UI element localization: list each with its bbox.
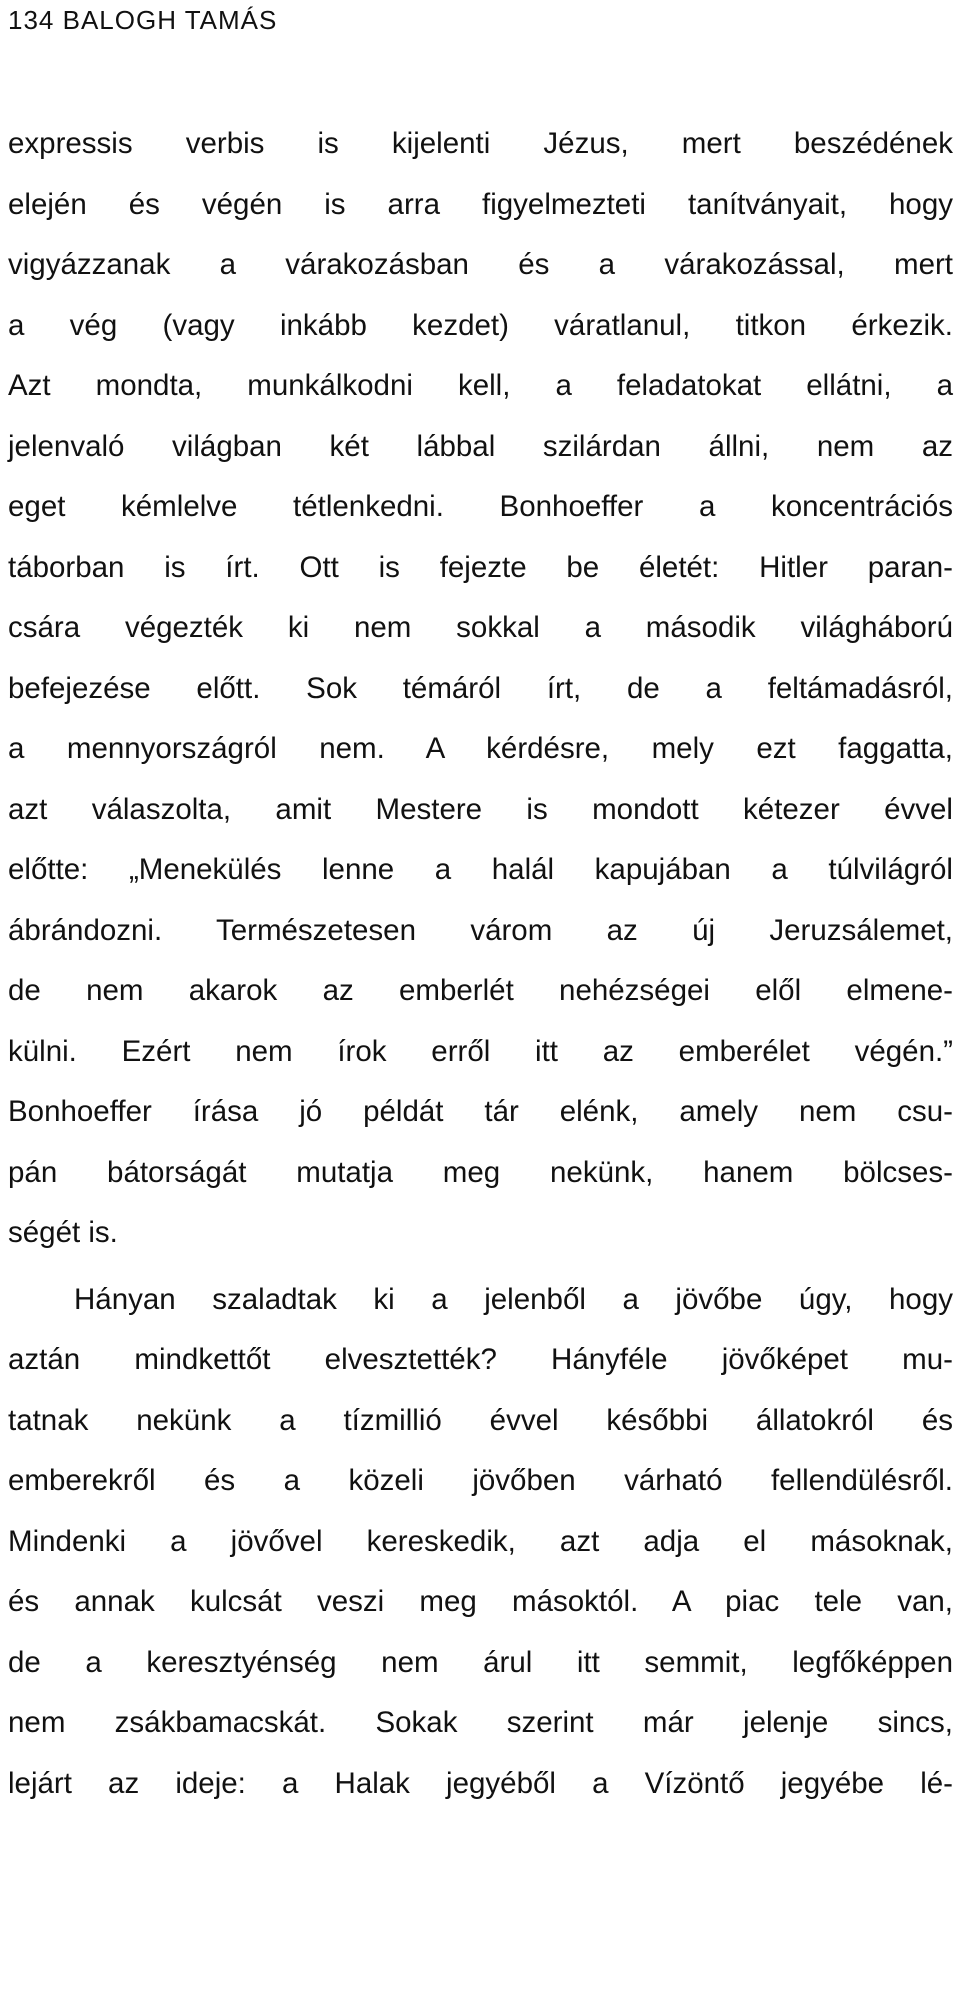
text-line: emberekről és a közeli jövőben várható fellendülésről.: [8, 1464, 953, 1497]
text-line: de nem akarok az emberlét nehézségei elől elmene-: [8, 974, 953, 1007]
text-line: vigyázzanak a várakozásban és a várakozással, mert: [8, 248, 953, 281]
text-line: csára végezték ki nem sokkal a második világháború: [8, 611, 953, 644]
text-line: ábrándozni. Természetesen várom az új Jeruzsálemet,: [8, 913, 953, 947]
text-line: Azt mondta, munkálkodni kell, a feladatokat ellátni, a: [8, 369, 953, 402]
text-line: aztán mindkettőt elvesztették? Hányféle jövőképet mu-: [8, 1343, 953, 1376]
text-line: lejárt az ideje: a Halak jegyéből a Vízöntő jegyébe lé-: [8, 1766, 953, 1800]
text-line: előtte: „Menekülés lenne a halál kapujában a túlvilágról: [8, 853, 953, 886]
text-line: Hányan szaladtak ki a jelenből a jövőbe úgy, hogy: [74, 1282, 953, 1316]
running-header: 134 BALOGH TAMÁS: [8, 5, 278, 35]
text-line: elején és végén is arra figyelmezteti tanítványait, hogy: [8, 187, 953, 221]
text-line: külni. Ezért nem írok erről itt az emberélet végén.”: [8, 1034, 953, 1068]
text-line: tatnak nekünk a tízmillió évvel későbbi állatokról és: [8, 1403, 953, 1437]
body-text: [8, 126, 953, 1826]
text-line: befejezése előtt. Sok témáról írt, de a feltámadásról,: [8, 671, 953, 705]
text-line: ségét is.: [8, 1216, 118, 1249]
paragraph: [8, 1282, 953, 1827]
text-line: a vég (vagy inkább kezdet) váratlanul, titkon érkezik.: [8, 308, 953, 342]
text-line: eget kémlelve tétlenkedni. Bonhoeffer a koncentrációs: [8, 490, 953, 523]
text-line: pán bátorságát mutatja meg nekünk, hanem bölcses-: [8, 1155, 953, 1189]
text-line: és annak kulcsát veszi meg másoktól. A piac tele van,: [8, 1585, 953, 1618]
text-line: azt válaszolta, amit Mestere is mondott kétezer évvel: [8, 792, 953, 826]
text-line: jelenvaló világban két lábbal szilárdan állni, nem az: [8, 429, 953, 463]
text-line: táborban is írt. Ott is fejezte be életét: Hitler paran-: [8, 550, 953, 584]
text-line: expressis verbis is kijelenti Jézus, mert beszédének: [8, 127, 953, 160]
text-line: Mindenki a jövővel kereskedik, azt adja el másoknak,: [8, 1524, 953, 1558]
text-line: Bonhoeffer írása jó példát tár elénk, amely nem csu-: [8, 1095, 953, 1128]
text-line: nem zsákbamacskát. Sokak szerint már jelenje sincs,: [8, 1706, 953, 1739]
text-line: a mennyországról nem. A kérdésre, mely ezt faggatta,: [8, 732, 953, 765]
text-line: de a keresztyénség nem árul itt semmit, legfőképpen: [8, 1645, 953, 1679]
paragraph: [8, 126, 953, 1276]
